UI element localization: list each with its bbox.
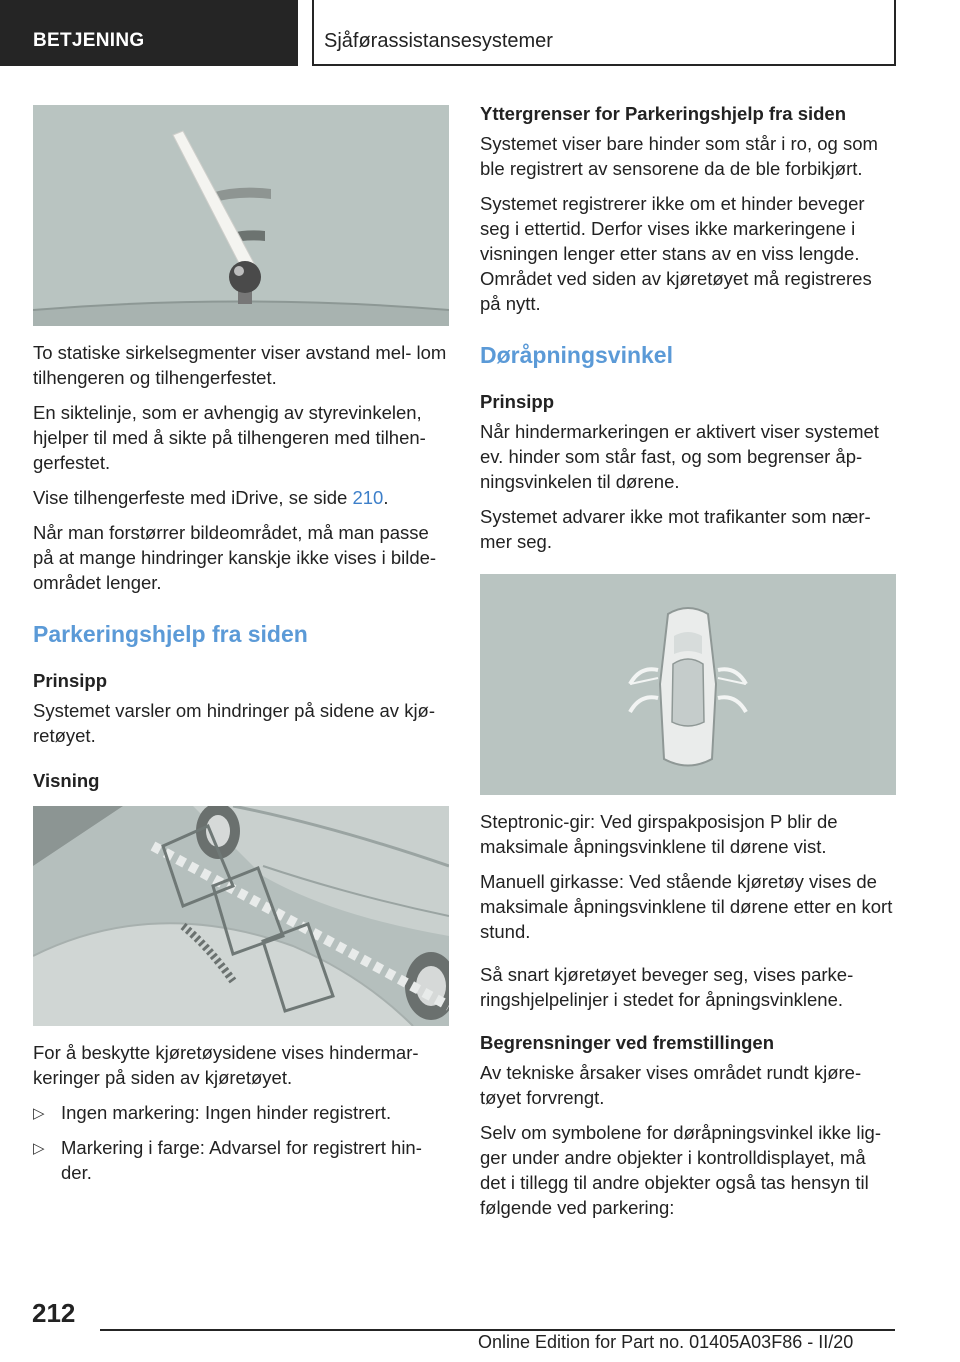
- footer-divider: [100, 1329, 895, 1331]
- door-opening-illustration: [480, 574, 896, 795]
- bullet-list: [33, 1100, 449, 1185]
- subheading: Yttergrenser for Parkeringshjelp fra siden: [480, 103, 847, 124]
- list-item-text: Markering i farge: Advarsel for registrert hin- der.: [61, 1137, 422, 1183]
- section-heading: Parkeringshjelp fra siden: [33, 621, 308, 647]
- list-item: [33, 1100, 449, 1125]
- page-reference-link[interactable]: 210: [352, 487, 384, 508]
- paragraph: En siktelinje, som er avhengig av styrevinkelen, hjelper til med å sikte på tilhengeren med tilhen- gerfestet.: [33, 402, 426, 473]
- page-number: 212: [32, 1298, 76, 1328]
- triangle-bullet-icon: ▷: [33, 1105, 45, 1122]
- paragraph: Når hindermarkeringen er aktivert viser systemet ev. hinder som står fast, og som begrenser åp- ningsvinkelen til dørene.: [480, 421, 879, 492]
- section-label: BETJENING: [0, 0, 298, 66]
- paragraph: Så snart kjøretøyet beveger seg, vises parke- ringshjelpelinjer i stedet for åpningsvinklene.: [480, 964, 854, 1010]
- subheading: Prinsipp: [480, 391, 555, 412]
- triangle-bullet-icon: ▷: [33, 1140, 45, 1157]
- page-header: [0, 0, 960, 66]
- paragraph: Manuell girkasse: Ved stående kjøretøy vises de maksimale åpningsvinklene til dørene etter en kort stund.: [480, 871, 893, 942]
- paragraph: Når man forstørrer bildeområdet, må man passe på at mange hindringer kanskje ikke vises i bilde- området lenger.: [33, 522, 437, 593]
- side-parking-illustration: [33, 806, 449, 1026]
- door-opening-figure: [480, 574, 896, 795]
- paragraph: For å beskytte kjøretøysidene vises hindermar- keringer på siden av kjøretøyet.: [33, 1042, 419, 1088]
- trailer-hitch-illustration: [33, 105, 449, 326]
- subheading: Prinsipp: [33, 670, 108, 691]
- trailer-hitch-figure: [33, 105, 449, 326]
- subheading: Begrensninger ved fremstillingen: [480, 1032, 775, 1053]
- list-item: [33, 1135, 449, 1185]
- right-column: [480, 103, 896, 1230]
- text: Vise tilhengerfeste med iDrive, se side: [33, 487, 353, 508]
- paragraph: Systemet viser bare hinder som står i ro, og som ble registrert av sensorene da de ble forbikjørt.: [480, 133, 878, 179]
- section-heading: Døråpningsvinkel: [480, 342, 673, 368]
- paragraph: Steptronic-gir: Ved girspakposisjon P blir de maksimale åpningsvinklene til dørene vist.: [480, 811, 838, 857]
- chapter-title: Sjåførassistansesystemer: [312, 0, 896, 66]
- paragraph: [33, 485, 449, 510]
- paragraph: Systemet advarer ikke mot trafikanter som nær- mer seg.: [480, 506, 871, 552]
- paragraph: Systemet varsler om hindringer på sidene av kjø- retøyet.: [33, 700, 436, 746]
- side-parking-figure: [33, 806, 449, 1026]
- left-column: [33, 105, 449, 1195]
- text: .: [383, 487, 389, 508]
- list-item-text: Ingen markering: Ingen hinder registrert.: [61, 1102, 392, 1123]
- paragraph: Selv om symbolene for døråpningsvinkel ikke lig- ger under andre objekter i kontrolldisplayet, må det i tillegg til andre objekter også tas hensyn til følgende ved parkering:: [480, 1122, 882, 1218]
- paragraph: Av tekniske årsaker vises området rundt kjøre- tøyet forvrengt.: [480, 1062, 862, 1108]
- paragraph: Systemet registrerer ikke om et hinder beveger seg i ettertid. Derfor vises ikke markeringene i visningen lenger etter stans av en viss lengde. Området ved siden av kjøretøyet må registreres på nytt.: [480, 193, 872, 314]
- paragraph: To statiske sirkelsegmenter viser avstand mel- lom tilhengeren og tilhengerfestet.: [33, 342, 447, 388]
- subheading: Visning: [33, 770, 100, 791]
- edition-note: Online Edition for Part no. 01405A03F86 - II/20: [478, 1332, 854, 1352]
